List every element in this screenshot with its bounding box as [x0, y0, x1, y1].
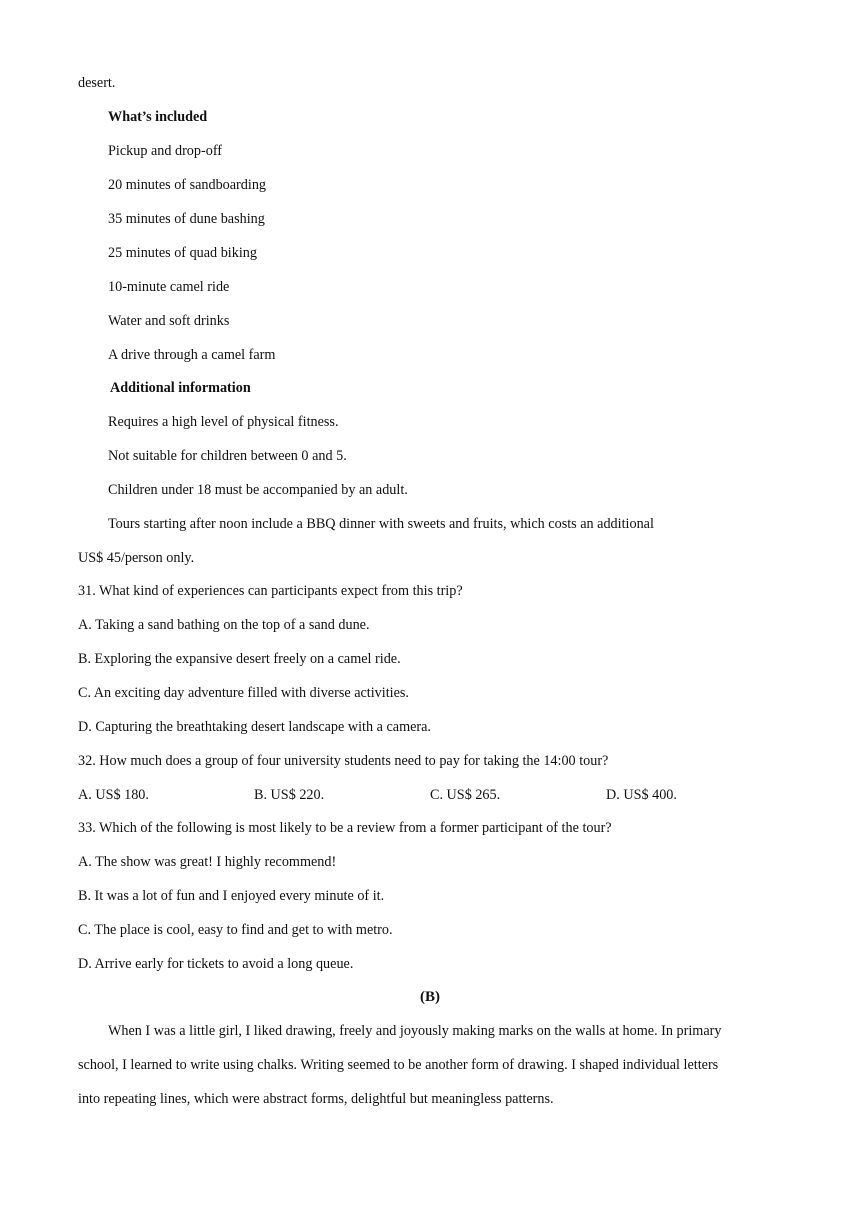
passage-line: When I was a little girl, I liked drawing, freely and joyously making marks on the walls at home. In primary	[108, 1023, 722, 1039]
option-c: C. US$ 265.	[430, 787, 501, 803]
option-a: A. US$ 180.	[78, 787, 149, 803]
included-item: Pickup and drop-off	[108, 143, 223, 159]
option-b: B. It was a lot of fun and I enjoyed every minute of it.	[78, 888, 385, 904]
additional-bbq-line2: US$ 45/person only.	[78, 550, 195, 566]
additional-bbq-line1: Tours starting after noon include a BBQ dinner with sweets and fruits, which costs an additional	[108, 516, 654, 532]
section-b-heading: (B)	[420, 989, 440, 1005]
included-item: 10-minute camel ride	[108, 279, 230, 295]
option-c: C. An exciting day adventure filled with diverse activities.	[78, 685, 409, 701]
option-a: A. The show was great! I highly recommend!	[78, 854, 337, 870]
question-stem: 31. What kind of experiences can participants expect from this trip?	[78, 583, 463, 599]
included-item: 20 minutes of sandboarding	[108, 177, 267, 193]
included-item: Water and soft drinks	[108, 313, 230, 329]
additional-item: Not suitable for children between 0 and 5.	[108, 448, 347, 464]
included-item: 25 minutes of quad biking	[108, 245, 257, 261]
additional-item: Requires a high level of physical fitness.	[108, 414, 339, 430]
option-d: D. US$ 400.	[606, 787, 677, 803]
option-d: D. Capturing the breathtaking desert landscape with a camera.	[78, 719, 431, 735]
included-item: A drive through a camel farm	[108, 347, 276, 363]
option-a: A. Taking a sand bathing on the top of a sand dune.	[78, 617, 370, 633]
intro-tail: desert.	[78, 75, 116, 91]
question-stem: 32. How much does a group of four university students need to pay for taking the 14:00 tour?	[78, 753, 609, 769]
passage-line: school, I learned to write using chalks. Writing seemed to be another form of drawing. I shaped individual letters	[78, 1057, 719, 1073]
option-b: B. US$ 220.	[254, 787, 325, 803]
option-c: C. The place is cool, easy to find and get to with metro.	[78, 922, 393, 938]
additional-heading: Additional information	[110, 380, 251, 396]
option-d: D. Arrive early for tickets to avoid a long queue.	[78, 956, 354, 972]
included-item: 35 minutes of dune bashing	[108, 211, 265, 227]
passage-line: into repeating lines, which were abstract forms, delightful but meaningless patterns.	[78, 1091, 554, 1107]
included-heading: What’s included	[108, 109, 208, 125]
option-b: B. Exploring the expansive desert freely on a camel ride.	[78, 651, 401, 667]
question-stem: 33. Which of the following is most likely to be a review from a former participant of the tour?	[78, 820, 612, 836]
additional-item: Children under 18 must be accompanied by an adult.	[108, 482, 408, 498]
